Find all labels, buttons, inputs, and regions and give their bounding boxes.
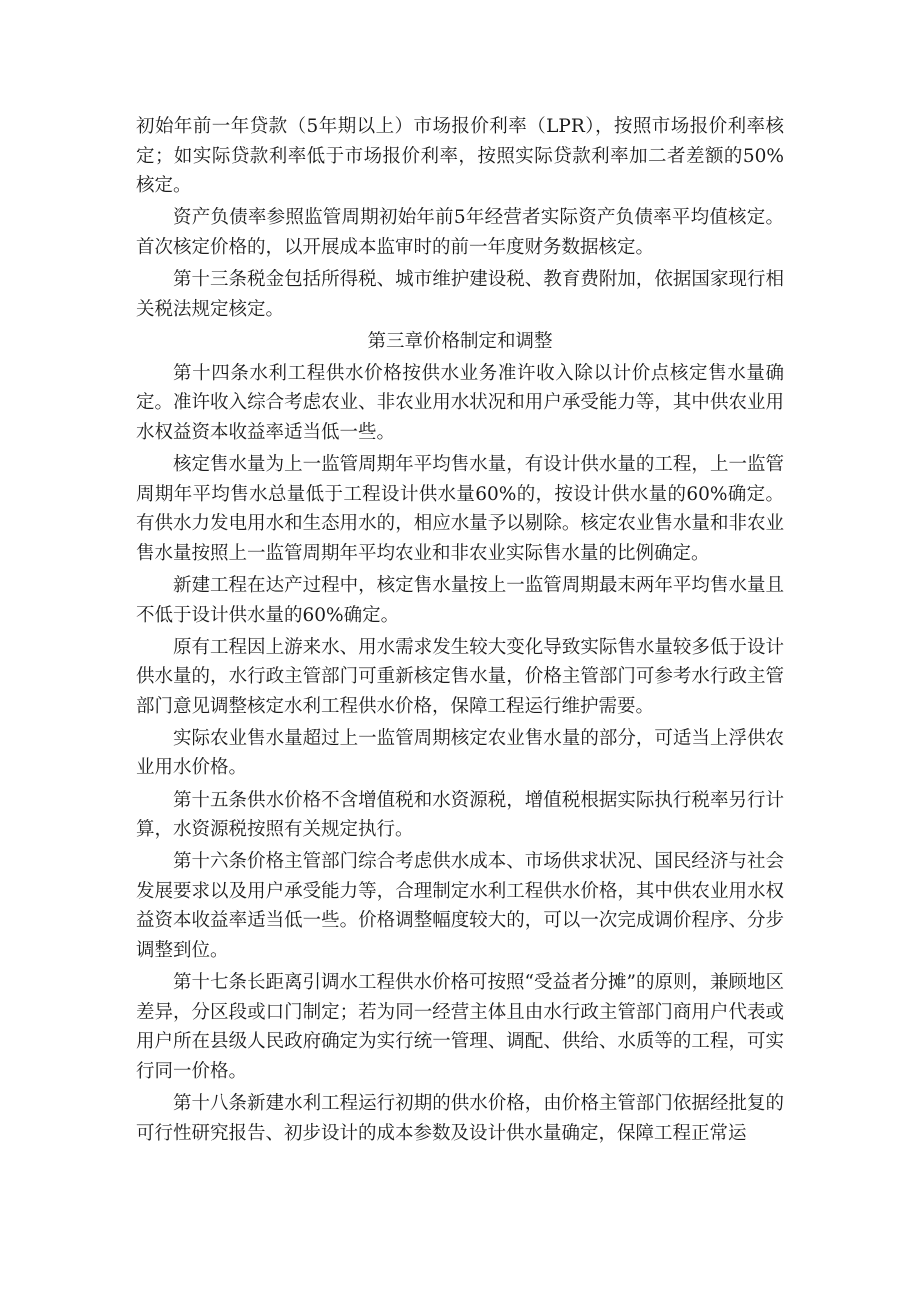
paragraph-article-13: 第十三条税金包括所得税、城市维护建设税、教育费附加，依据国家现行相关税法规定核定。 xyxy=(136,268,784,320)
paragraph-article-17: 第十七条长距离引调水工程供水价格可按照“受益者分摊”的原则，兼顾地区差异，分区段或口门制定；若为同一经营主体且由水行政主管部门商用户代表或用户所在县级人民政府确定为实行统一管理、调配、供给、水质等的工程，可实行同一价格。 xyxy=(136,972,784,1082)
paragraph-existing-project: 原有工程因上游来水、用水需求发生较大变化导致实际售水量较多低于设计供水量的，水行政主管部门可重新核定售水量，价格主管部门可参考水行政主管部门意见调整核定水利工程供水价格，保障工程运行维护需要。 xyxy=(136,636,784,717)
paragraph-article-14: 第十四条水利工程供水价格按供水业务准许收入除以计价点核定售水量确定。准许收入综合考虑农业、非农业用水状况和用户承受能力等，其中供农业用水权益资本收益率适当低一些。 xyxy=(136,362,784,443)
paragraph-article-16: 第十六条价格主管部门综合考虑供水成本、市场供求状况、国民经济与社会发展要求以及用户承受能力等，合理制定水利工程供水价格，其中供农业用水权益资本收益率适当低一些。价格调整幅度较大的，可以一次完成调价程序、分步调整到位。 xyxy=(136,851,784,962)
paragraph-debt-ratio: 资产负债率参照监管周期初始年前5年经营者实际资产负债率平均值核定。首次核定价格的，以开展成本监审时的前一年度财务数据核定。 xyxy=(136,207,784,258)
paragraph-article-15: 第十五条供水价格不含增值税和水资源税，增值税根据实际执行税率另行计算，水资源税按照有关规定执行。 xyxy=(136,789,784,841)
paragraph-article-18: 第十八条新建水利工程运行初期的供水价格，由价格主管部门依据经批复的可行性研究报告、初步设计的成本参数及设计供水量确定，保障工程正常运 xyxy=(136,1093,784,1144)
document-body xyxy=(136,112,784,1151)
chapter-heading: 第三章价格制定和调整 xyxy=(367,330,553,352)
paragraph-sales-volume: 核定售水量为上一监管周期年平均售水量，有设计供水量的工程，上一监管周期年平均售水总量低于工程设计供水量60%的，按设计供水量的60%确定。有供水力发电用水和生态用水的，相应水量予以剔除。核定农业售水量和非农业售水量按照上一监管周期年平均农业和非农业实际售水量的比例确定。 xyxy=(136,454,784,564)
paragraph-lpr-rate: 初始年前一年贷款（5年期以上）市场报价利率（LPR），按照市场报价利率核定；如实际贷款利率低于市场报价利率，按照实际贷款利率加二者差额的50%核定。 xyxy=(136,116,784,197)
paragraph-agri-excess: 实际农业售水量超过上一监管周期核定农业售水量的部分，可适当上浮供农业用水价格。 xyxy=(136,727,784,779)
paragraph-new-project: 新建工程在达产过程中，核定售水量按上一监管周期最末两年平均售水量且不低于设计供水量的60%确定。 xyxy=(136,574,784,626)
